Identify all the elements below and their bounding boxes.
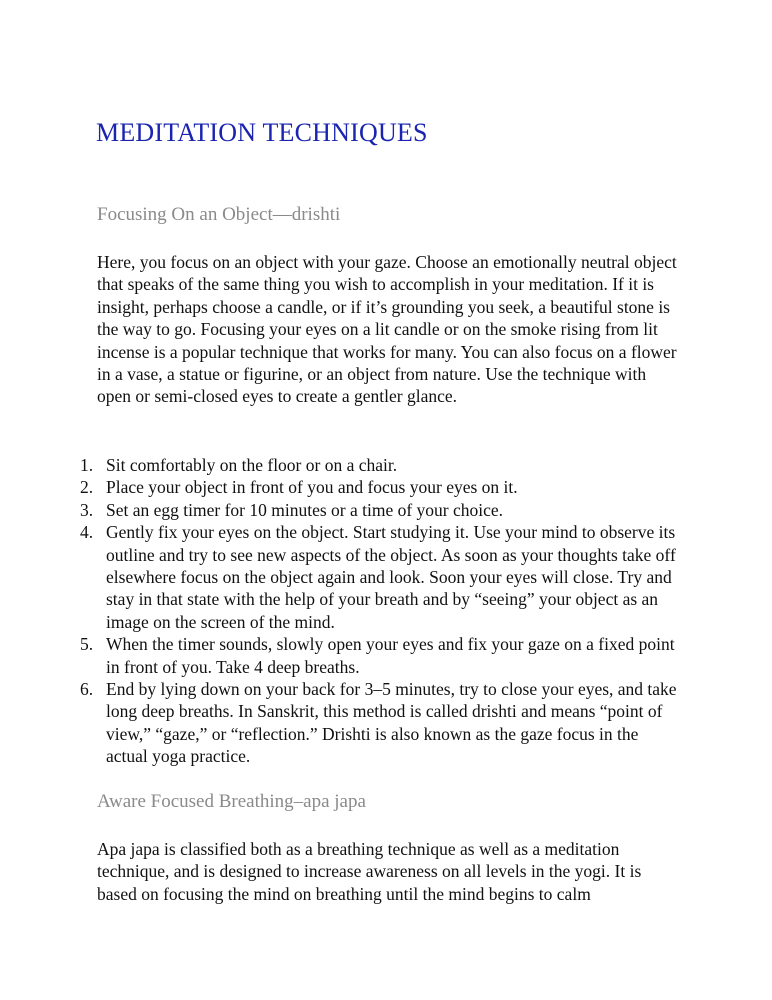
step-number: 2. <box>80 477 94 498</box>
section-paragraph-drishti: Here, you focus on an object with your gaze. Choose an emotionally neutral object that speaks of the same thing you wish to accomplish in your meditation. If it is insight, perhaps choose a candle, or if it’s grounding you seek, a beautiful stone is the way to go. Focusing your eyes on a lit candle or on the smoke rising from lit incense is a popular technique that works for many. You can also focus on a flower in a vase, a statue or figurine, or an object from nature. Use the technique with open or semi-closed eyes to create a gentler glance. <box>97 252 677 407</box>
section-paragraph-apa-japa: Apa japa is classified both as a breathing technique as well as a meditation technique, and is designed to increase awareness on all levels in the yogi. It is based on focusing the mind on breathing until the mind begins to calm <box>97 839 642 904</box>
section-heading-apa-japa: Aware Focused Breathing–apa japa <box>97 791 366 812</box>
list-item <box>80 454 680 476</box>
list-item <box>80 499 680 521</box>
page-title: MEDITATION TECHNIQUES <box>96 118 428 147</box>
list-item <box>80 678 680 768</box>
step-number: 1. <box>80 455 94 475</box>
step-number: 4. <box>80 522 94 543</box>
step-text: Gently fix your eyes on the object. Start studying it. Use your mind to observe its outline and try to see new aspects of the object. As soon as your thoughts take off elsewhere focus on the object again and look. Soon your eyes will close. Try and stay in that state with the help of your breath and by “seeing” your object as an image on the screen of the mind. <box>106 522 676 632</box>
steps-list <box>80 454 680 768</box>
list-item <box>80 476 680 498</box>
step-number: 6. <box>80 679 94 700</box>
step-text: Place your object in front of you and focus your eyes on it. <box>106 477 518 498</box>
section-heading-drishti: Focusing On an Object—drishti <box>97 204 341 225</box>
step-text: Sit comfortably on the floor or on a chair. <box>106 455 398 475</box>
step-text: When the timer sounds, slowly open your eyes and fix your gaze on a fixed point in front of you. Take 4 deep breaths. <box>106 634 675 677</box>
list-item <box>80 633 680 678</box>
step-number: 5. <box>80 634 94 655</box>
step-text: Set an egg timer for 10 minutes or a time of your choice. <box>106 499 504 520</box>
step-number: 3. <box>80 499 94 520</box>
step-text: End by lying down on your back for 3–5 minutes, try to close your eyes, and take long deep breaths. In Sanskrit, this method is called drishti and means “point of view,” “gaze,” or “reflection.” Drishti is also known as the gaze focus in the actual yoga practice. <box>106 679 677 767</box>
list-item <box>80 521 680 633</box>
